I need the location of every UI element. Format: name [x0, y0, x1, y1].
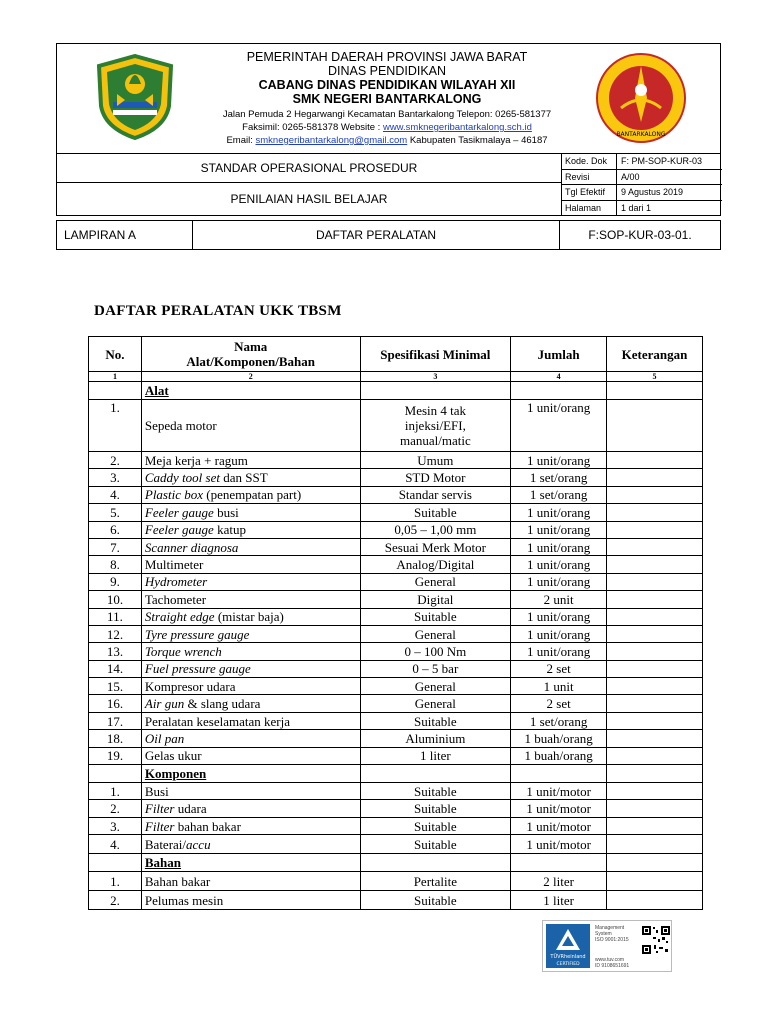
revision-value: A/00 [621, 171, 640, 182]
row-number: 9. [89, 573, 142, 590]
effective-date-value: 9 Agustus 2019 [621, 187, 684, 197]
item-name [141, 469, 360, 486]
item-qty: 1 unit/orang [511, 521, 607, 538]
item-name [141, 608, 360, 625]
attachment-code: F:SOP-KUR-03-01. [588, 228, 692, 242]
row-number: 3. [89, 469, 142, 486]
page-label: Halaman [562, 201, 617, 217]
item-name: Bahan bakar [141, 872, 360, 891]
doc-code-label: Kode. Dok [562, 154, 617, 169]
attachment-bar [56, 220, 721, 250]
item-name: Peralatan keselamatan kerja [141, 712, 360, 729]
tuv-line: ISO 9001:2015 [595, 937, 629, 943]
item-name-rest: katup [213, 522, 246, 538]
item-name: Meja kerja + ragum [141, 452, 360, 469]
item-notes [607, 872, 703, 891]
item-name-rest: (mistar baja) [214, 609, 284, 625]
row-number: 10. [89, 591, 142, 608]
item-spec: Umum [360, 452, 511, 469]
item-name [141, 625, 360, 642]
item-spec: STD Motor [360, 469, 511, 486]
col-number: 2 [141, 372, 360, 382]
item-name [141, 521, 360, 538]
item-qty: 1 buah/orang [511, 747, 607, 764]
row-number: 11. [89, 608, 142, 625]
item-notes [607, 891, 703, 910]
row-number: 1. [89, 400, 142, 452]
item-spec: 1 liter [360, 747, 511, 764]
row-number: 13. [89, 643, 142, 660]
doc-code-value: F: PM-SOP-KUR-03 [621, 156, 703, 166]
item-name [141, 730, 360, 747]
tuv-line: ID 9108651691 [595, 963, 630, 969]
row-number: 1. [89, 872, 142, 891]
item-spec: Suitable [360, 891, 511, 910]
col-header-spec: Spesifikasi Minimal [360, 337, 511, 372]
item-notes [607, 712, 703, 729]
row-number: 15. [89, 678, 142, 695]
item-name-italic: Air gun [144, 696, 185, 712]
item-name-italic: Feeler gauge [144, 504, 214, 520]
item-name-italic: Fuel pressure gauge [144, 661, 251, 677]
item-notes [607, 783, 703, 800]
doc-code-row [562, 154, 722, 170]
item-spec-line: Mesin 4 tak [404, 403, 467, 418]
item-name-italic: accu [186, 836, 211, 852]
item-spec: Analog/Digital [360, 556, 511, 573]
table-row [89, 625, 703, 642]
sop-info-box [56, 154, 721, 216]
tuv-line: System [595, 931, 612, 937]
school-logo-caption: BANTARKALONG [616, 131, 666, 138]
table-row [89, 469, 703, 486]
table-row [89, 783, 703, 800]
table-row [89, 835, 703, 854]
row-number: 2. [89, 452, 142, 469]
item-qty: 1 buah/orang [511, 730, 607, 747]
school-logo [595, 52, 687, 144]
row-number: 14. [89, 660, 142, 677]
table-row [89, 747, 703, 764]
item-notes [607, 504, 703, 521]
item-name [141, 643, 360, 660]
item-name-italic: Oil pan [144, 730, 185, 746]
section-row-bahan [89, 854, 703, 872]
row-number: 17. [89, 712, 142, 729]
item-spec: 0 – 5 bar [360, 660, 511, 677]
item-qty: 1 unit/orang [511, 556, 607, 573]
row-number: 18. [89, 730, 142, 747]
tuv-line: Management [595, 925, 625, 931]
table-row [89, 573, 703, 590]
page-title: DAFTAR PERALATAN UKK TBSM [94, 303, 342, 319]
item-notes [607, 625, 703, 642]
table-row [89, 556, 703, 573]
branch-line: CABANG DINAS PENDIDIKAN WILAYAH XII [258, 78, 516, 92]
address-line: Jalan Pemuda 2 Hegarwangi Kecamatan Bantarkalong Telepon: 0265-581377 [222, 109, 552, 120]
item-name-italic: Straight edge [144, 609, 215, 625]
item-notes [607, 452, 703, 469]
row-number: 8. [89, 556, 142, 573]
section-row-alat [89, 382, 703, 400]
item-spec [360, 400, 511, 452]
table-row [89, 591, 703, 608]
item-name [141, 817, 360, 834]
item-spec: Standar servis [360, 486, 511, 503]
table-row [89, 695, 703, 712]
qr-code-icon [641, 925, 671, 955]
row-number: 2. [89, 800, 142, 817]
item-name: Tachometer [141, 591, 360, 608]
letterhead [56, 43, 721, 154]
col-header-name [141, 337, 360, 372]
item-name-rest: Baterai/ [144, 836, 187, 852]
item-name-italic: Filter [144, 818, 175, 834]
item-name: Sepeda motor [141, 400, 360, 452]
col-header-name-line2: Alat/Komponen/Bahan [186, 354, 315, 369]
sop-subtitle: PENILAIAN HASIL BELAJAR [230, 192, 388, 206]
item-spec-line: manual/matic [399, 433, 471, 448]
column-number-row [89, 372, 703, 382]
tuv-line: www.tuv.com [595, 957, 625, 963]
item-spec: Suitable [360, 712, 511, 729]
row-number: 7. [89, 538, 142, 555]
tuv-triangle-icon [546, 924, 590, 968]
item-notes [607, 695, 703, 712]
document-control-grid [562, 154, 722, 216]
item-notes [607, 573, 703, 590]
revision-label: Revisi [562, 170, 617, 185]
email-label: Email: [226, 135, 256, 146]
item-notes [607, 556, 703, 573]
item-notes [607, 591, 703, 608]
table-row [89, 817, 703, 834]
item-name [141, 695, 360, 712]
item-qty: 1 unit/orang [511, 400, 607, 452]
letterhead-text [187, 50, 587, 147]
section-row-komponen [89, 765, 703, 783]
item-qty: 1 unit/motor [511, 817, 607, 834]
item-notes [607, 469, 703, 486]
table-row [89, 504, 703, 521]
table-row [89, 891, 703, 910]
item-spec: Pertalite [360, 872, 511, 891]
page-row [562, 201, 722, 217]
item-notes [607, 678, 703, 695]
item-notes [607, 730, 703, 747]
section-title-komponen: Komponen [141, 765, 360, 783]
item-name-italic: Feeler gauge [144, 522, 214, 538]
item-notes [607, 747, 703, 764]
sop-title: STANDAR OPERASIONAL PROSEDUR [57, 154, 561, 183]
item-name-italic: Hydrometer [144, 574, 208, 590]
item-spec: General [360, 625, 511, 642]
tuv-logo [546, 924, 590, 968]
item-spec: General [360, 573, 511, 590]
item-spec: Digital [360, 591, 511, 608]
row-number: 3. [89, 817, 142, 834]
col-number: 1 [89, 372, 142, 382]
item-spec: Suitable [360, 783, 511, 800]
item-name [141, 573, 360, 590]
item-name [141, 486, 360, 503]
row-number: 1. [89, 783, 142, 800]
table-row [89, 712, 703, 729]
col-header-notes: Keterangan [607, 337, 703, 372]
school-name: SMK NEGERI BANTARKALONG [292, 92, 482, 106]
item-qty: 2 set [511, 660, 607, 677]
item-name-italic: Filter [144, 801, 175, 817]
equipment-table [88, 336, 703, 910]
item-name: Multimeter [141, 556, 360, 573]
row-number: 2. [89, 891, 142, 910]
table-row [89, 521, 703, 538]
item-name [141, 660, 360, 677]
item-spec: Suitable [360, 504, 511, 521]
tuv-cert-text: CERTIFIED [556, 962, 580, 967]
row-number: 19. [89, 747, 142, 764]
item-spec-line: injeksi/EFI, [404, 418, 466, 433]
item-qty: 1 unit/orang [511, 608, 607, 625]
item-name-rest: bahan bakar [174, 818, 241, 834]
item-notes [607, 643, 703, 660]
item-spec: Suitable [360, 608, 511, 625]
row-number: 12. [89, 625, 142, 642]
item-qty: 1 unit/orang [511, 504, 607, 521]
row-number: 4. [89, 835, 142, 854]
section-title-bahan: Bahan [141, 854, 360, 872]
item-spec: 0,05 – 1,00 mm [360, 521, 511, 538]
west-java-emblem-logo [95, 54, 175, 140]
attachment-label: LAMPIRAN A [57, 221, 193, 249]
item-name-rest: busi [213, 504, 239, 520]
website-link[interactable]: www.smknegeribantarkalong.sch.id [382, 122, 532, 133]
table-row [89, 800, 703, 817]
item-spec: General [360, 695, 511, 712]
item-name: Gelas ukur [141, 747, 360, 764]
item-qty: 2 set [511, 695, 607, 712]
item-qty: 2 unit [511, 591, 607, 608]
item-name-rest: (penempatan part) [203, 487, 302, 503]
col-header-name-line1: Nama [234, 339, 268, 354]
item-name-rest: & slang udara [184, 696, 261, 712]
item-name [141, 800, 360, 817]
item-notes [607, 538, 703, 555]
item-spec: Sesuai Merk Motor [360, 538, 511, 555]
item-notes [607, 608, 703, 625]
item-notes [607, 400, 703, 452]
item-name-italic: Scanner diagnosa [144, 539, 239, 555]
item-qty: 1 unit [511, 678, 607, 695]
table-row [89, 678, 703, 695]
table-row [89, 400, 703, 452]
item-spec: Suitable [360, 817, 511, 834]
col-number: 5 [607, 372, 703, 382]
revision-row [562, 170, 722, 186]
item-qty: 1 unit/orang [511, 643, 607, 660]
attachment-title: DAFTAR PERALATAN [193, 221, 560, 249]
item-qty: 1 unit/orang [511, 538, 607, 555]
item-qty: 1 unit/orang [511, 625, 607, 642]
item-name: Busi [141, 783, 360, 800]
department-line: DINAS PENDIDIKAN [327, 64, 447, 78]
table-row [89, 538, 703, 555]
item-qty: 1 unit/motor [511, 783, 607, 800]
item-name-rest: udara [174, 801, 207, 817]
tuv-brand-text: TÜVRheinland [550, 954, 586, 960]
col-header-no: No. [89, 337, 142, 372]
effective-date-label: Tgl Efektif [562, 185, 617, 200]
certification-badge [542, 920, 672, 972]
item-spec: 0 – 100 Nm [360, 643, 511, 660]
table-row [89, 730, 703, 747]
fax-website-line [187, 121, 587, 134]
item-name: Kompresor udara [141, 678, 360, 695]
row-number: 4. [89, 486, 142, 503]
item-name-italic: Torque wrench [144, 643, 222, 659]
item-notes [607, 835, 703, 854]
section-title-alat: Alat [141, 382, 360, 400]
fax-label: Faksimil: 0265-581378 Website : [242, 122, 383, 133]
item-spec: Suitable [360, 835, 511, 854]
item-qty: 1 unit/motor [511, 835, 607, 854]
item-spec: General [360, 678, 511, 695]
col-number: 3 [360, 372, 511, 382]
email-line [187, 134, 587, 147]
table-row [89, 660, 703, 677]
item-name-rest: dan SST [219, 470, 268, 486]
table-row [89, 643, 703, 660]
item-name-italic: Caddy tool set [144, 470, 220, 486]
table-row [89, 452, 703, 469]
table-row [89, 608, 703, 625]
table-header-row [89, 337, 703, 372]
page-value: 1 dari 1 [621, 202, 652, 213]
item-notes [607, 660, 703, 677]
item-qty: 1 liter [511, 891, 607, 910]
sop-title-block [57, 154, 562, 216]
item-qty: 1 unit/motor [511, 800, 607, 817]
col-number: 4 [511, 372, 607, 382]
email-link[interactable]: smknegeribantarkalong@gmail.com [255, 135, 408, 146]
item-qty: 1 unit/orang [511, 452, 607, 469]
effective-date-row [562, 185, 722, 201]
item-qty: 1 set/orang [511, 486, 607, 503]
item-name-italic: Plastic box [144, 487, 204, 503]
row-number: 6. [89, 521, 142, 538]
item-qty: 2 liter [511, 872, 607, 891]
item-notes [607, 521, 703, 538]
item-name [141, 504, 360, 521]
item-notes [607, 800, 703, 817]
item-notes [607, 486, 703, 503]
item-spec: Suitable [360, 800, 511, 817]
table-row [89, 486, 703, 503]
item-qty: 1 set/orang [511, 469, 607, 486]
item-name [141, 835, 360, 854]
government-line: PEMERINTAH DAERAH PROVINSI JAWA BARAT [246, 50, 528, 64]
item-qty: 1 set/orang [511, 712, 607, 729]
item-notes [607, 817, 703, 834]
item-name-italic: Tyre pressure gauge [144, 626, 250, 642]
col-header-qty: Jumlah [511, 337, 607, 372]
item-name: Pelumas mesin [141, 891, 360, 910]
item-spec: Aluminium [360, 730, 511, 747]
item-name [141, 538, 360, 555]
row-number: 5. [89, 504, 142, 521]
regency-text: Kabupaten Tasikmalaya – 46187 [407, 135, 548, 146]
row-number: 16. [89, 695, 142, 712]
table-row [89, 872, 703, 891]
item-qty: 1 unit/orang [511, 573, 607, 590]
tuv-details [595, 925, 629, 969]
